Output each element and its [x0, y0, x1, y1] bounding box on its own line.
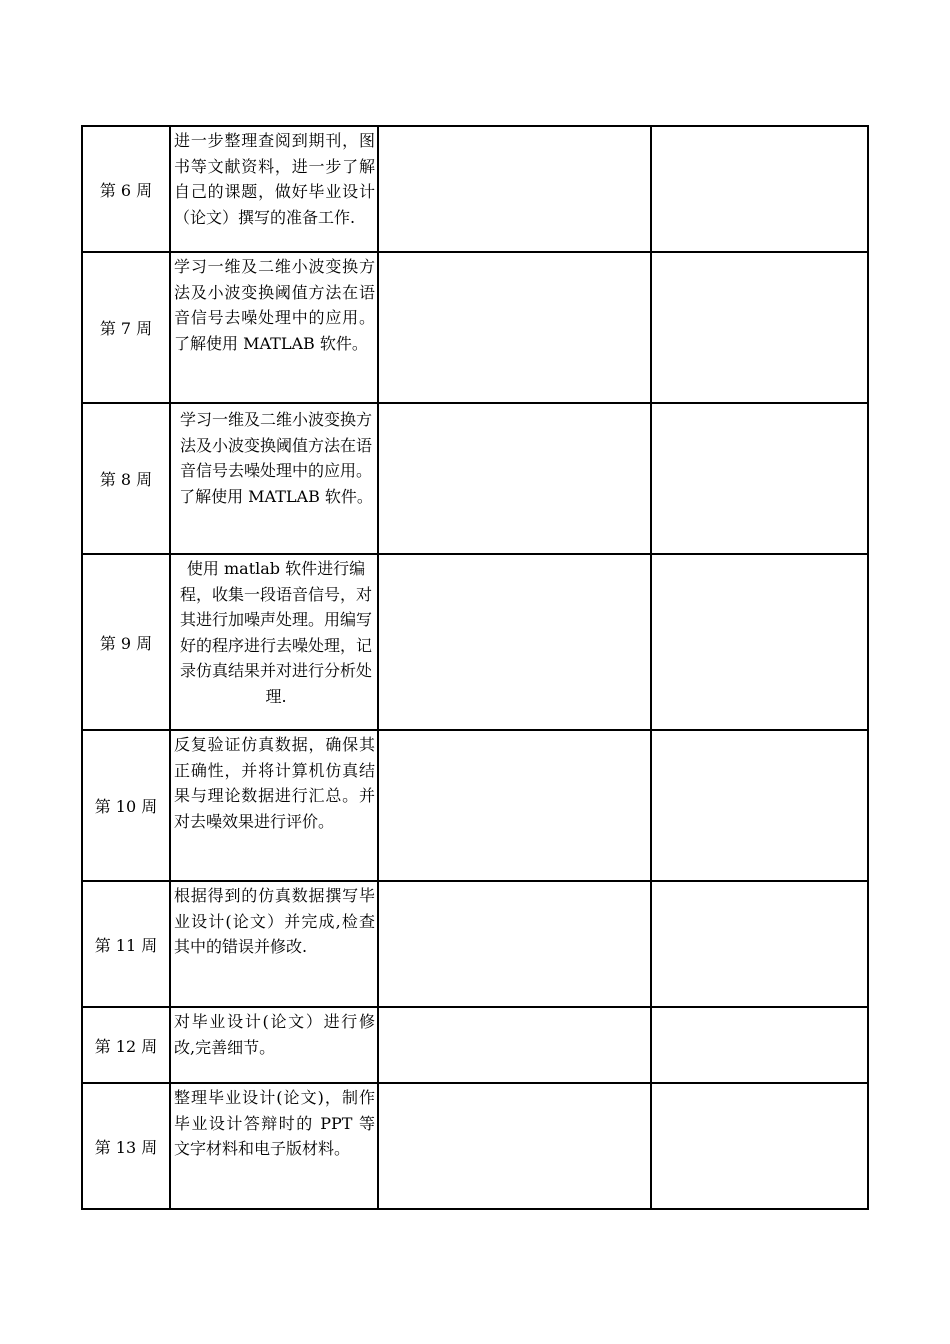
- table-row: [82, 1083, 868, 1209]
- remarks-cell: [651, 881, 868, 1007]
- remarks-cell: [651, 403, 868, 554]
- progress-cell: [378, 403, 651, 554]
- table-row: [82, 554, 868, 730]
- remarks-cell: [651, 730, 868, 881]
- week-cell: 第 12 周: [82, 1007, 170, 1083]
- progress-cell: [378, 1007, 651, 1083]
- task-text: 对毕业设计(论文）进行修改,完善细节。: [174, 1012, 375, 1057]
- task-cell: [170, 403, 378, 554]
- task-text: 进一步整理查阅到期刊，图书等文献资料，进一步了解自己的课题，做好毕业设计（论文）撰写的准备工作.: [174, 131, 375, 227]
- task-text: 根据得到的仿真数据撰写毕业设计(论文）并完成,检查其中的错误并修改.: [174, 886, 375, 956]
- task-cell: [170, 881, 378, 1007]
- task-cell: [170, 730, 378, 881]
- remarks-cell: [651, 1007, 868, 1083]
- task-text: 学习一维及二维小波变换方法及小波变换阈值方法在语音信号去噪处理中的应用。了解使用 MATLAB 软件。: [174, 257, 375, 353]
- task-text: 学习一维及二维小波变换方法及小波变换阈值方法在语音信号去噪处理中的应用。了解使用 MATLAB 软件。: [179, 410, 373, 506]
- progress-cell: [378, 881, 651, 1007]
- schedule-table: [81, 125, 869, 1210]
- task-cell: [170, 1007, 378, 1083]
- task-cell: [170, 554, 378, 730]
- table-row: [82, 1007, 868, 1083]
- week-cell: 第 8 周: [82, 403, 170, 554]
- progress-cell: [378, 554, 651, 730]
- task-text: 使用 matlab 软件进行编程，收集一段语音信号，对其进行加噪声处理。用编写好的程序进行去噪处理，记录仿真结果并对进行分析处理.: [179, 559, 372, 706]
- task-text: 反复验证仿真数据，确保其正确性，并将计算机仿真结果与理论数据进行汇总。并对去噪效果进行评价。: [174, 735, 375, 831]
- week-cell: 第 9 周: [82, 554, 170, 730]
- remarks-cell: [651, 1083, 868, 1209]
- task-cell: [170, 1083, 378, 1209]
- task-cell: [170, 252, 378, 403]
- table-row: [82, 730, 868, 881]
- week-cell: 第 13 周: [82, 1083, 170, 1209]
- task-cell: [170, 126, 378, 252]
- week-cell: 第 7 周: [82, 252, 170, 403]
- table-row: [82, 252, 868, 403]
- table-row: [82, 403, 868, 554]
- week-cell: 第 10 周: [82, 730, 170, 881]
- week-cell: 第 11 周: [82, 881, 170, 1007]
- remarks-cell: [651, 126, 868, 252]
- week-cell: 第 6 周: [82, 126, 170, 252]
- remarks-cell: [651, 554, 868, 730]
- table-row: [82, 881, 868, 1007]
- progress-cell: [378, 730, 651, 881]
- table-row: [82, 126, 868, 252]
- task-text: 整理毕业设计(论文)，制作毕业设计答辩时的 PPT 等文字材料和电子版材料。: [174, 1088, 375, 1158]
- remarks-cell: [651, 252, 868, 403]
- progress-cell: [378, 252, 651, 403]
- progress-cell: [378, 126, 651, 252]
- progress-cell: [378, 1083, 651, 1209]
